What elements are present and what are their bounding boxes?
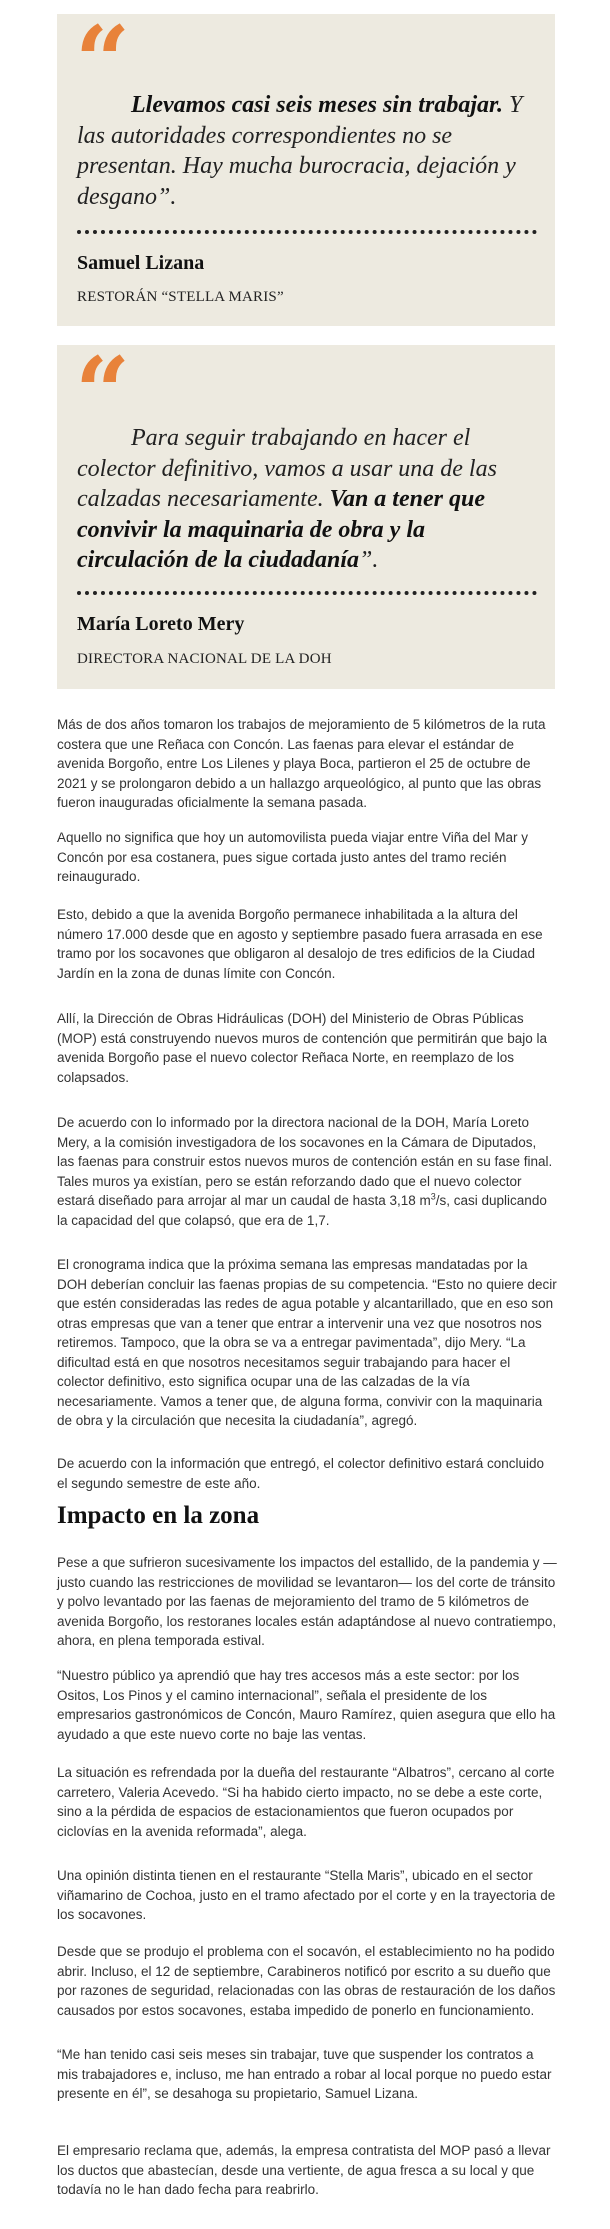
pull-quote-2-bold: Van a tener que convivir la maquinaria de obra y la circulación de la ciudadanía <box>77 486 485 573</box>
section-heading: Impacto en la zona <box>57 1502 260 1529</box>
pull-quote-1 <box>57 5 555 326</box>
pull-quote-1-text <box>77 90 537 212</box>
pull-quote-2-text <box>77 423 537 576</box>
paragraph-text: De acuerdo con lo informado por la directora nacional de la DOH, María Loreto Mery, a la comisión investigadora de los socavones en la Cámara de Diputados, las faenas para construir estos nuevos muros de contención están en su fase final. Tales muros ya existían, pero se están reforzando dado que el nuevo colector estará diseñado para arrojar al mar un caudal de hasta 3,18 <box>57 1115 553 1208</box>
pull-quote-2-end: ”. <box>359 547 379 573</box>
paragraph: Una opinión distinta tienen en el restaurante “Stella Maris”, ubicado en el sector viñamarino de Cochoa, justo en el tramo afectado por el corte y en la trayectoria de los socavones. <box>57 1868 556 1922</box>
pull-quote-1-bold: Llevamos casi seis meses sin trabajar. <box>131 92 503 118</box>
pull-quote-1-rest: Y las autoridades correspondientes no se presentan. Hay mucha burocracia, dejación y desgano”. <box>77 92 523 210</box>
paragraph: Desde que se produjo el problema con el socavón, el establecimiento no ha podido abrir. Incluso, el 12 de septiembre, Carabineros notificó por escrito a su dueño que por razones de seguridad, relacionadas con las obras de restauración de los daños causados por estos socavones, estaba impedido de ponerlo en funcionamiento. <box>57 1944 556 2018</box>
paragraph: Más de dos años tomaron los trabajos de mejoramiento de 5 kilómetros de la ruta costera que une Reñaca con Concón. Las faenas para elevar el estándar de avenida Borgoño, entre Los Lilenes y playa Boca, partieron el 25 de octubre de 2021 y se prolongaron debido a un hallazgo arqueológico, al punto que las obras fueron inauguradas oficialmente la semana pasada. <box>57 717 546 810</box>
paragraph: La situación es refrendada por la dueña del restaurante “Albatros”, cercano al corte carretero, Valeria Acevedo. “Si ha habido cierto impacto, no se debe a este corte, sino a la pérdida de espacios de estacionamientos que fueron ocupados por ciclovías en la avenida reformada”, alega. <box>57 1765 555 1839</box>
paragraph: Allí, la Dirección de Obras Hidráulicas (DOH) del Ministerio de Obras Públicas (MOP) está construyendo nuevos muros de contención que permitirán que bajo la avenida Borgoño pase el nuevo colector Reñaca Norte, en reemplazo de los colapsados. <box>57 1011 548 1085</box>
paragraph: El cronograma indica que la próxima semana las empresas mandatadas por la DOH deberían concluir las faenas propias de su competencia. “Esto no quiere decir que estén consideradas las redes de agua potable y alcantarillado, que en eso son otras empresas que van a tener que entrar a intervenir una vez que nosotros nos retiremos. Tampoco, que la obra se va a entregar pavimentada”, dijo Mery. “La dificultad está en que nosotros necesitamos seguir trabajando para hacer el colector definitivo, esto significa ocupar una de las calzadas de la vía necesariamente. Vamos a tener que, de alguna forma, convivir con la maquinaria de obra y la circulación que necesita la ciudadanía”, agregó. <box>57 1257 557 1428</box>
paragraph: De acuerdo con la información que entregó, el colector definitivo estará concluido el segundo semestre de este año. <box>57 1456 545 1491</box>
unit-superscript: 3 <box>430 1191 436 1202</box>
paragraph: Aquello no significa que hoy un automovilista pueda viajar entre Viña del Mar y Concón por esa costanera, pues sigue cortada justo antes del tramo recién reinaugurado. <box>57 830 529 884</box>
paragraph: Esto, debido a que la avenida Borgoño permanece inhabilitada a la altura del número 17.000 desde que en agosto y septiembre pasado fuera arrasada en ese tramo por los socavones que obligaron al desalojo de tres edificios de la Ciudad Jardín en la zona de dunas límite con Concón. <box>57 907 543 981</box>
quote-mark-icon: “ <box>75 5 131 118</box>
paragraph: “Me han tenido casi seis meses sin trabajar, tuve que suspender los contratos a mis trabajadores e, incluso, me han entrado a robar al local porque no puedo estar presente en él”, se desahoga su propietario, Samuel Lizana. <box>57 2047 552 2101</box>
paragraph <box>57 1113 557 1230</box>
pull-quote-2-author: María Loreto Mery <box>77 613 245 635</box>
pull-quote-2-plain: Para seguir trabajando en hacer el colector definitivo, vamos a usar una de las calzadas necesariamente. <box>77 425 497 512</box>
unit-m: m <box>419 1193 431 1208</box>
pull-quote-1-role: RESTORÁN “STELLA MARIS” <box>77 289 284 305</box>
divider-dots <box>77 591 537 595</box>
paragraph: “Nuestro público ya aprendió que hay tres accesos más a este sector: por los Ositos, Los Pinos y el camino internacional”, señala el presidente de los empresarios gastronómicos de Concón, Mauro Ramírez, quien asegura que ello ha ayudado a que este nuevo corte no baje las ventas. <box>57 1668 556 1742</box>
quote-mark-icon: “ <box>75 336 131 449</box>
paragraph-tail: /s, casi duplicando la capacidad del que colapsó, que era de 1,7. <box>57 1193 547 1228</box>
pull-quote-2 <box>57 336 555 689</box>
paragraph: El empresario reclama que, además, la empresa contratista del MOP pasó a llevar los ductos que abastecían, desde una vertiente, de agua fresca a su local y que todavía no le han dado fecha para reabrirlo. <box>57 2143 551 2197</box>
divider-dots <box>77 230 537 234</box>
pull-quote-1-author: Samuel Lizana <box>77 252 205 274</box>
paragraph: Pese a que sufrieron sucesivamente los impactos del estallido, de la pandemia y —justo cuando las restricciones de movilidad se levantaron— los del corte de tránsito y polvo levantado por las faenas de mejoramiento del tramo de 5 kilómetros de avenida Borgoño, los restoranes locales están adaptándose al nuevo contratiempo, ahora, en plena temporada estival. <box>57 1555 557 1648</box>
pull-quote-2-role: DIRECTORA NACIONAL DE LA DOH <box>77 651 332 667</box>
